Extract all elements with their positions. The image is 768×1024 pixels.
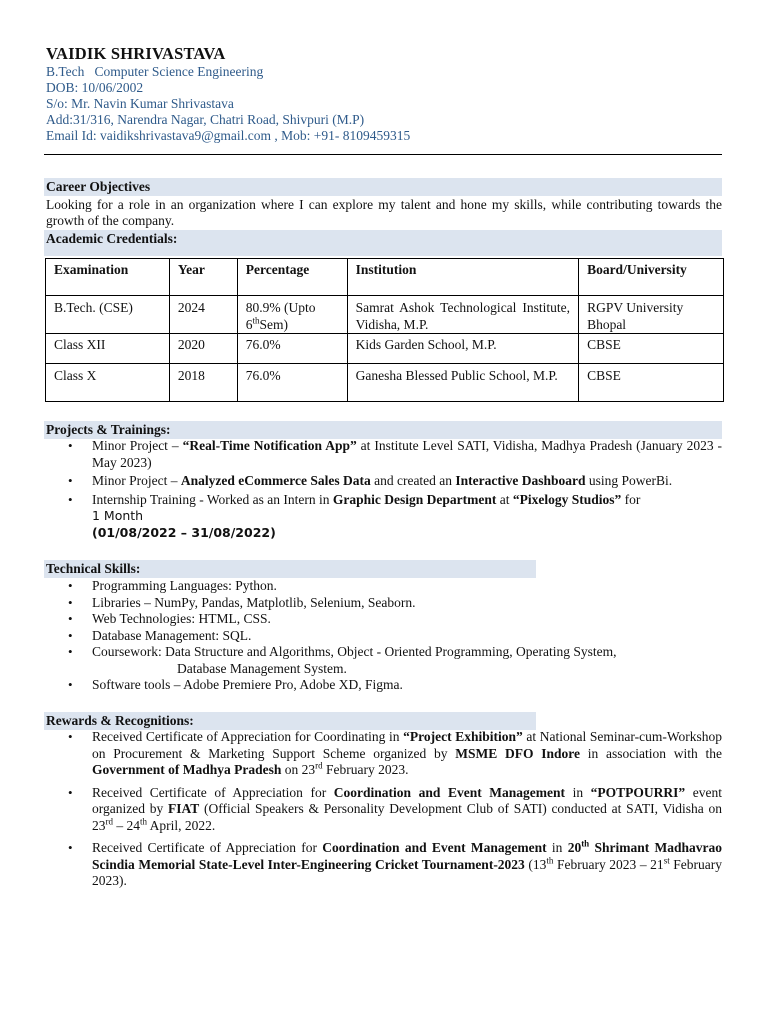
col-header: Board/University [579,259,724,296]
header-divider [44,154,722,155]
list-item: • Minor Project – Analyzed eCommerce Sales Data and created an Interactive Dashboard using PowerBi. [68,473,722,490]
career-text: Looking for a role in an organization where I can explore my talent and hone my skills, while contributing towards the growth of the company. [46,197,722,228]
career-title: Career Objectives [46,179,151,194]
dob: DOB: 10/06/2002 [46,80,144,95]
institution-cell: Ganesha Blessed Public School, M.P. [347,364,578,402]
board-cell: CBSE [579,364,724,402]
table-row [46,334,724,364]
skills-title: Technical Skills: [46,561,141,576]
year-cell: 2024 [169,296,237,334]
academic-title: Academic Credentials: [46,231,178,246]
table-header-row [46,259,724,296]
list-item: • Libraries – NumPy, Pandas, Matplotlib, Selenium, Seaborn. [68,595,722,612]
institution-cell: Kids Garden School, M.P. [347,334,578,364]
header [46,44,410,144]
col-header: Year [169,259,237,296]
academic-table [45,258,724,402]
projects-list [68,438,722,541]
board-cell: CBSE [579,334,724,364]
col-header: Examination [46,259,170,296]
year-cell: 2018 [169,364,237,402]
table-row [46,364,724,402]
percentage-cell: 76.0% [237,364,347,402]
list-item: • Received Certificate of Appreciation for Coordinating in “Project Exhibition” at National Seminar-cum-Workshop on Procurement & Marketing Support Scheme organized by MSME DFO Indore in association with the Government of Madhya Pradesh on 23rd February 2023. [68,729,722,779]
exam-cell: Class X [46,364,170,402]
col-header: Percentage [237,259,347,296]
table-row [46,296,724,334]
list-item: • Received Certificate of Appreciation for Coordination and Event Management in “POTPOURRI” event organized by FIAT (Official Speakers & Personality Development Club of SATI) conducted at SATI, Vidisha on 23rd – 24th April, 2022. [68,785,722,835]
projects-section-heading [44,421,722,439]
list-item: • Web Technologies: HTML, CSS. [68,611,722,628]
career-section-heading [44,178,722,196]
percentage-cell: 76.0% [237,334,347,364]
academic-section-heading [44,230,722,256]
year-cell: 2020 [169,334,237,364]
list-item: • Coursework: Data Structure and Algorithms, Object - Oriented Programming, Operating System, Database Management System. [68,644,722,677]
percentage-cell: 80.9% (Upto 6thSem) [237,296,347,334]
list-item: • Software tools – Adobe Premiere Pro, Adobe XD, Figma. [68,677,722,694]
degree: B.Tech Computer Science Engineering [46,64,264,79]
exam-cell: Class XII [46,334,170,364]
rewards-section-heading [44,712,536,730]
exam-cell: B.Tech. (CSE) [46,296,170,334]
parent-name: S/o: Mr. Navin Kumar Shrivastava [46,96,234,111]
list-item: • Minor Project – “Real-Time Notification App” at Institute Level SATI, Vidisha, Madhya Pradesh (January 2023 - May 2023) [68,438,722,471]
list-item: • Received Certificate of Appreciation for Coordination and Event Management in 20th Shrimant Madhavrao Scindia Memorial State-Level Inter-Engineering Cricket Tournament-2023 (13th February 2023 – 21st February 2023). [68,840,722,890]
board-cell: RGPV University Bhopal [579,296,724,334]
rewards-list [68,729,722,890]
list-item: • Internship Training - Worked as an Intern in Graphic Design Department at “Pixelogy Studios” for 1 Month (01/08/2022 – 31/08/2022) [68,492,722,542]
list-item: • Programming Languages: Python. [68,578,722,595]
institution-cell: Samrat Ashok Technological Institute, Vidisha, M.P. [347,296,578,334]
contact-info: Email Id: vaidikshrivastava9@gmail.com , Mob: +91- 8109459315 [46,128,411,143]
skills-section-heading [44,560,536,578]
candidate-name: VAIDIK SHRIVASTAVA [46,44,226,63]
address: Add:31/316, Narendra Nagar, Chatri Road, Shivpuri (M.P) [46,112,365,127]
col-header: Institution [347,259,578,296]
skills-list [68,578,722,694]
rewards-title: Rewards & Recognitions: [46,713,194,728]
list-item: • Database Management: SQL. [68,628,722,645]
projects-title: Projects & Trainings: [46,422,171,437]
